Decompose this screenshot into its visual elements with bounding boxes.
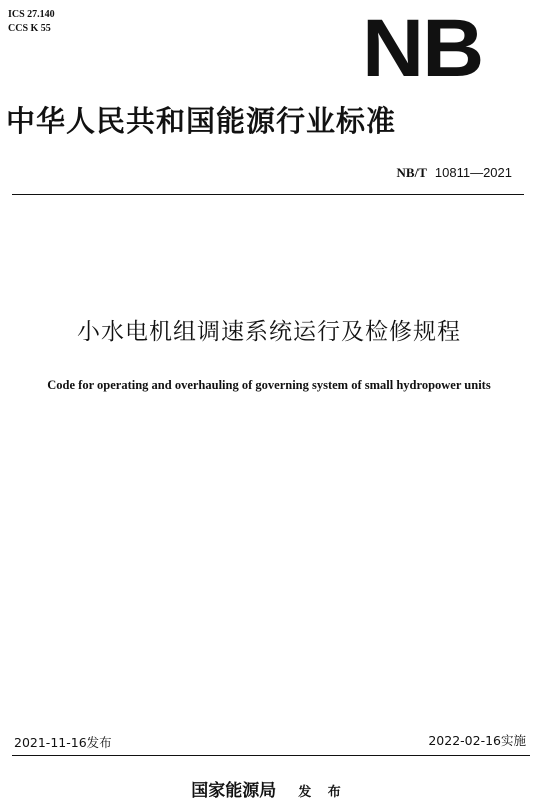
issue-date: 2021-11-16发布 (14, 735, 112, 750)
publisher-action: 发 布 (298, 785, 347, 800)
implementation-date: 2022-02-16实施 (428, 733, 526, 748)
standard-number-prefix: NB/T (396, 165, 427, 180)
publisher-organization: 国家能源局 (191, 781, 277, 801)
nb-logo: NB (362, 3, 483, 94)
document-title-english: Code for operating and overhauling of governing system of small hydropower units (47, 378, 491, 392)
ccs-code: CCS K 55 (8, 23, 51, 34)
standard-series-title: 中华人民共和国能源行业标准 (6, 104, 397, 138)
bottom-divider (12, 755, 530, 756)
standard-number-value: 10811—2021 (434, 165, 512, 180)
top-divider (12, 194, 524, 195)
standard-number (397, 165, 512, 182)
publisher-line (0, 781, 538, 803)
ics-code: ICS 27.140 (8, 9, 55, 20)
classification-codes (8, 8, 55, 36)
document-title-chinese: 小水电机组调速系统运行及检修规程 (77, 319, 461, 345)
